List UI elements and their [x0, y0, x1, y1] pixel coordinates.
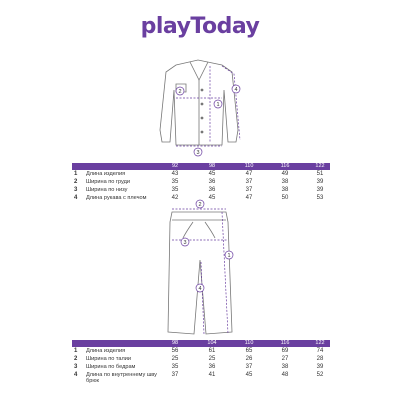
cell-value: 56	[171, 348, 179, 354]
cell-value: 26	[245, 356, 253, 362]
cell-value: 36	[208, 187, 216, 193]
cell-value: 51	[316, 171, 324, 177]
row-number: 4	[74, 372, 78, 378]
cell-value: 36	[208, 179, 216, 185]
pants-size-col: 110	[244, 340, 254, 346]
pants-marker-1: 1	[227, 253, 231, 259]
row-label: Длина изделия	[86, 348, 126, 354]
pants-size-header	[72, 340, 330, 347]
cell-value: 50	[281, 195, 289, 201]
row-number: 3	[74, 187, 78, 193]
row-number: 1	[74, 348, 78, 354]
cell-value: 65	[245, 348, 253, 354]
row-number: 4	[74, 195, 78, 201]
cell-value: 38	[281, 179, 289, 185]
shirt-size-col: 92	[171, 163, 179, 169]
cell-value: 45	[208, 171, 216, 177]
table-row	[72, 194, 330, 202]
table-row	[72, 186, 330, 194]
shirt-size-col: 116	[280, 163, 290, 169]
cell-value: 38	[281, 364, 289, 370]
pants-marker-3: 3	[183, 240, 187, 246]
cell-value: 35	[171, 364, 179, 370]
table-row	[72, 363, 330, 371]
cell-value: 39	[316, 364, 324, 370]
pants-size-col: 104	[207, 340, 217, 346]
row-label: Длина изделия	[86, 171, 126, 177]
cell-value: 37	[245, 187, 253, 193]
cell-value: 45	[245, 372, 253, 378]
pants-marker-2: 2	[198, 202, 202, 208]
cell-value: 37	[245, 179, 253, 185]
cell-value: 43	[171, 171, 179, 177]
cell-value: 74	[316, 348, 324, 354]
pants-marker-4: 4	[198, 286, 202, 292]
table-row	[72, 347, 330, 355]
row-number: 3	[74, 364, 78, 370]
cell-value: 28	[316, 356, 324, 362]
row-label: Длина рукава с плечом	[86, 195, 147, 201]
cell-value: 69	[281, 348, 289, 354]
row-label: Ширина по бедрам	[86, 364, 136, 370]
table-row	[72, 170, 330, 178]
cell-value: 48	[281, 372, 289, 378]
shirt-marker-2: 2	[178, 89, 182, 95]
cell-value: 36	[208, 364, 216, 370]
row-label: Ширина по талии	[86, 356, 132, 362]
brand-logo: playToday	[140, 14, 260, 39]
cell-value: 35	[171, 187, 179, 193]
shirt-size-header	[72, 163, 330, 170]
table-row	[72, 371, 330, 385]
cell-value: 37	[245, 364, 253, 370]
shirt-size-col: 110	[244, 163, 254, 169]
row-number: 2	[74, 179, 78, 185]
cell-value: 38	[281, 187, 289, 193]
cell-value: 27	[281, 356, 289, 362]
pants-size-col: 98	[171, 340, 179, 346]
cell-value: 41	[208, 372, 216, 378]
cell-value: 61	[208, 348, 216, 354]
shirt-size-col: 98	[208, 163, 216, 169]
table-row	[72, 178, 330, 186]
shirt-marker-3: 3	[196, 150, 200, 156]
cell-value: 47	[245, 195, 253, 201]
cell-value: 25	[171, 356, 179, 362]
cell-value: 47	[245, 171, 253, 177]
row-number: 1	[74, 171, 78, 177]
shirt-marker-4: 4	[234, 87, 238, 93]
shirt-size-col: 122	[315, 163, 325, 169]
cell-value: 45	[208, 195, 216, 201]
row-number: 2	[74, 356, 78, 362]
pants-size-table	[72, 340, 330, 385]
shirt-size-table	[72, 163, 330, 202]
cell-value: 37	[171, 372, 179, 378]
pants-size-col: 122	[315, 340, 325, 346]
cell-value: 42	[171, 195, 179, 201]
cell-value: 49	[281, 171, 289, 177]
row-label: Длина по внутреннему шву брюк	[86, 372, 157, 384]
cell-value: 39	[316, 179, 324, 185]
cell-value: 52	[316, 372, 324, 378]
row-label: Ширина по низу	[86, 187, 128, 193]
row-label: Ширина по груди	[86, 179, 131, 185]
cell-value: 39	[316, 187, 324, 193]
cell-value: 53	[316, 195, 324, 201]
shirt-marker-1: 1	[216, 102, 220, 108]
cell-value: 35	[171, 179, 179, 185]
cell-value: 25	[208, 356, 216, 362]
pants-size-col: 116	[280, 340, 290, 346]
table-row	[72, 355, 330, 363]
